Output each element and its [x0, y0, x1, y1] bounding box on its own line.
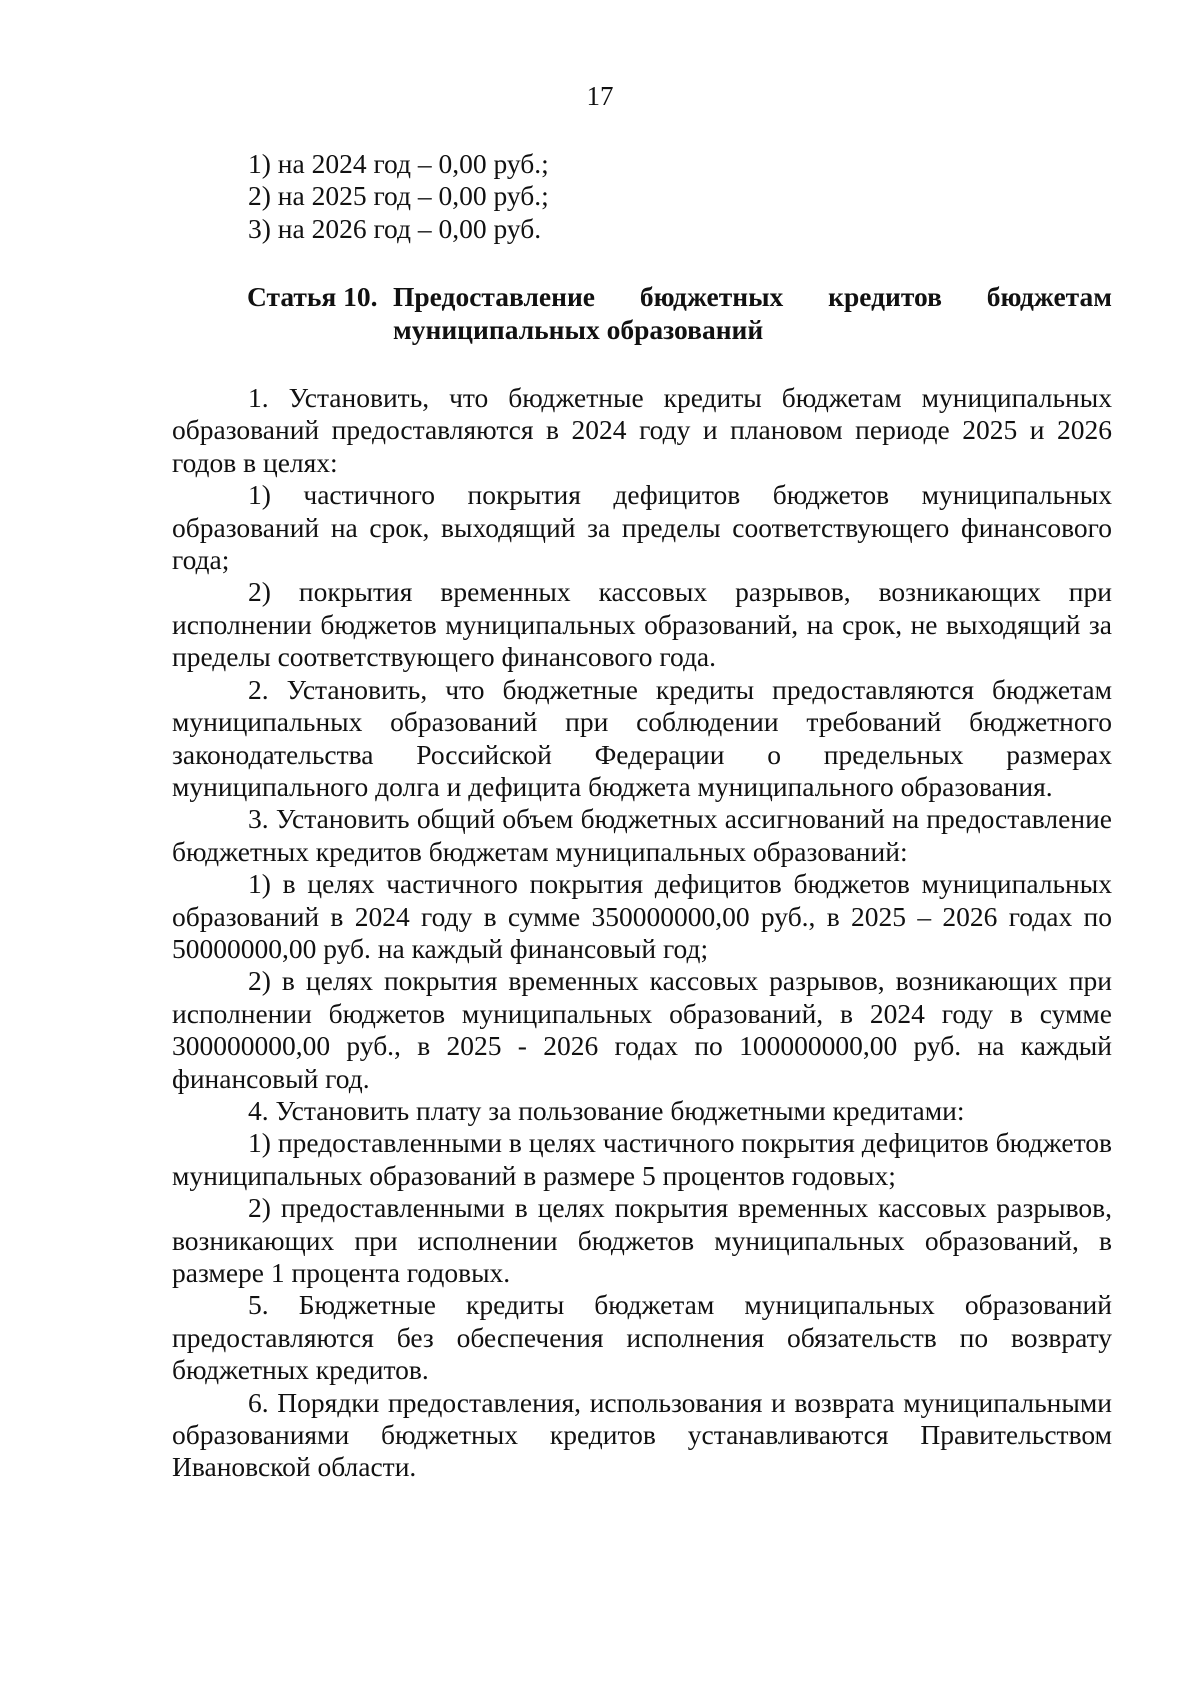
amount-item: 2) на 2025 год – 0,00 руб.;: [248, 180, 549, 212]
paragraph: 1) в целях частичного покрытия дефицитов бюджетов муниципальных образований в 2024 году в сумме 350000000,00 руб., в 2025 – 2026 годах по 50000000,00 руб. на каждый финансовый год;: [172, 868, 1112, 964]
paragraph: 1. Установить, что бюджетные кредиты бюджетам муниципальных образований предоставляются в 2024 году и плановом периоде 2025 и 2026 годов в целях:: [172, 382, 1112, 478]
page-number: 17: [586, 81, 614, 111]
article-heading: [172, 281, 1112, 346]
paragraph: 1) предоставленными в целях частичного покрытия дефицитов бюджетов муниципальных образований в размере 5 процентов годовых;: [172, 1127, 1112, 1191]
paragraph: 4. Установить плату за пользование бюджетными кредитами:: [248, 1094, 965, 1126]
paragraph: 2) покрытия временных кассовых разрывов, возникающих при исполнении бюджетов муниципальных образований, на срок, не выходящий за пределы соответствующего финансового года.: [172, 576, 1112, 673]
document-body: [172, 148, 1112, 1484]
paragraph: 5. Бюджетные кредиты бюджетам муниципальных образований предоставляются без обеспечения исполнения обязательств по возврату бюджетных кредитов.: [172, 1289, 1112, 1386]
paragraph: 1) частичного покрытия дефицитов бюджетов муниципальных образований на срок, выходящий за пределы соответствующего финансового года;: [172, 479, 1112, 576]
paragraph: 2) в целях покрытия временных кассовых разрывов, возникающих при исполнении бюджетов муниципальных образований, в 2024 году в сумме 300000000,00 руб., в 2025 - 2026 годах по 100000000,00 руб. на каждый финансовый год.: [172, 965, 1112, 1094]
amounts-list: [172, 148, 1112, 245]
paragraph: 6. Порядки предоставления, использования и возврата муниципальными образованиями бюджетных кредитов устанавливаются Правительством Ивановской области.: [172, 1386, 1112, 1483]
article-number: Статья 10.: [247, 281, 378, 313]
amount-item: 3) на 2026 год – 0,00 руб.: [248, 212, 542, 244]
article-title: Предоставление бюджетных кредитов бюджетам муниципальных образований: [393, 281, 1112, 345]
paragraph: 3. Установить общий объем бюджетных ассигнований на предоставление бюджетных кредитов бюджетам муниципальных образований:: [172, 803, 1112, 867]
paragraph: 2. Установить, что бюджетные кредиты предоставляются бюджетам муниципальных образований при соблюдении требований бюджетного законодательства Российской Федерации о предельных размерах муниципального долга и дефицита бюджета муниципального образования.: [172, 673, 1112, 802]
amount-item: 1) на 2024 год – 0,00 руб.;: [248, 148, 549, 179]
paragraph: 2) предоставленными в целях покрытия временных кассовых разрывов, возникающих при исполнении бюджетов муниципальных образований, в размере 1 процента годовых.: [172, 1192, 1112, 1288]
